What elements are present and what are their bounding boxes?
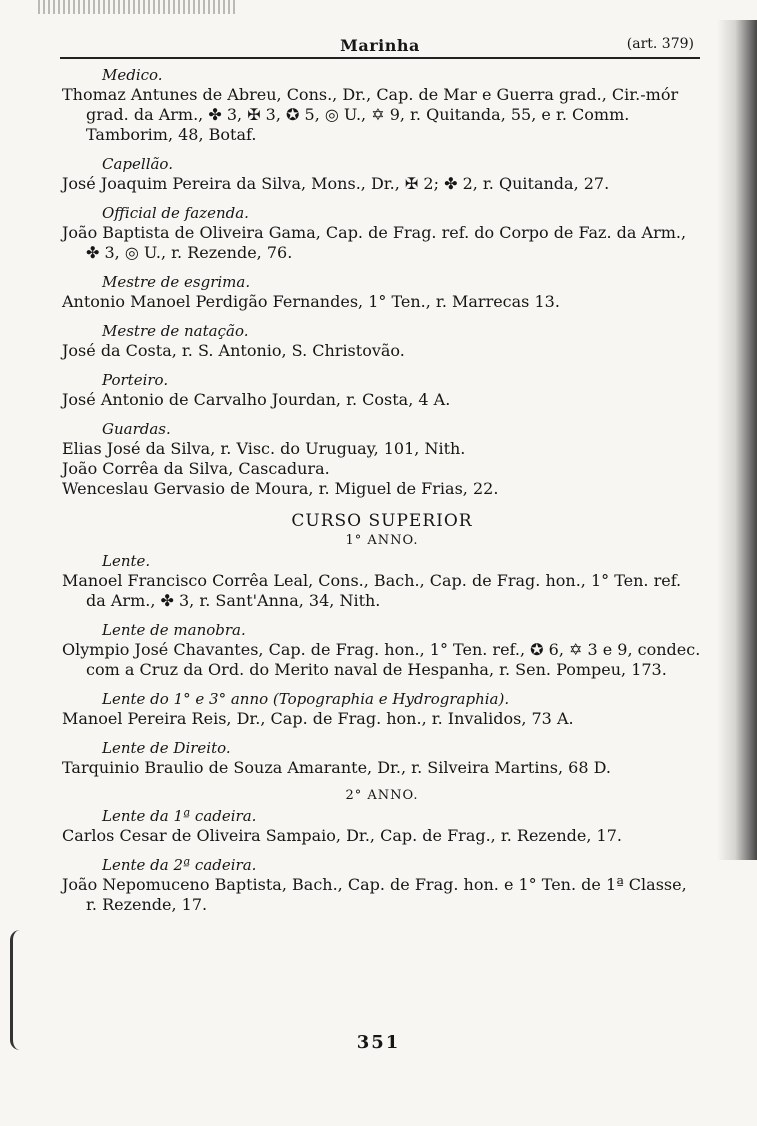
page-body <box>62 66 702 919</box>
scan-noise-top <box>38 0 238 14</box>
entry-lente-topographia <box>62 690 702 729</box>
person-entry: Carlos Cesar de Oliveira Sampaio, Dr., Cap. de Frag., r. Rezende, 17. <box>62 826 622 845</box>
entry-porteiro <box>62 371 702 410</box>
entry-official-fazenda <box>62 204 702 263</box>
role-label: Mestre de natação. <box>102 322 249 340</box>
entry-mestre-natacao <box>62 322 702 361</box>
role-label: Guardas. <box>102 420 171 438</box>
person-entry: Manoel Francisco Corrêa Leal, Cons., Bach., Cap. de Frag. hon., 1° Ten. ref. da Arm., ✤ 3, r. Sant'Anna, 34, Nith. <box>62 571 682 610</box>
person-entry: Antonio Manoel Perdigão Fernandes, 1° Ten., r. Marrecas 13. <box>62 292 560 311</box>
role-label: Lente de manobra. <box>102 621 246 639</box>
role-label: Porteiro. <box>102 371 169 389</box>
role-label: Lente da 1ª cadeira. <box>102 807 257 825</box>
person-entry: João Corrêa da Silva, Cascadura. <box>62 459 330 478</box>
subsection-title: 1° ANNO. <box>345 533 419 548</box>
entry-lente-direito <box>62 739 702 778</box>
role-label: Lente. <box>102 552 151 570</box>
role-label: Capellão. <box>102 155 173 173</box>
running-title: Marinha <box>340 36 420 55</box>
person-entry: Wenceslau Gervasio de Moura, r. Miguel de Frias, 22. <box>62 479 499 498</box>
person-entry: José Joaquim Pereira da Silva, Mons., Dr., ✠ 2; ✤ 2, r. Quitanda, 27. <box>62 174 610 193</box>
role-label: Official de fazenda. <box>102 204 249 222</box>
role-label: Lente do 1° e 3° anno (Topographia e Hydrographia). <box>102 690 510 708</box>
role-label: Lente de Direito. <box>102 739 231 757</box>
entry-lente-manobra <box>62 621 702 680</box>
scan-shadow-right <box>717 20 757 860</box>
role-label: Medico. <box>102 66 163 84</box>
header-rule <box>60 57 700 59</box>
entry-lente <box>62 552 702 611</box>
subsection-title: 2° ANNO. <box>345 788 419 803</box>
entry-capellao <box>62 155 702 194</box>
person-entry: Manoel Pereira Reis, Dr., Cap. de Frag. hon., r. Invalidos, 73 A. <box>62 709 574 728</box>
person-entry: João Baptista de Oliveira Gama, Cap. de Frag. ref. do Corpo de Faz. da Arm., ✤ 3, ◎ U., r. Rezende, 76. <box>62 223 687 262</box>
entry-guardas <box>62 420 702 499</box>
person-entry: Thomaz Antunes de Abreu, Cons., Dr., Cap. de Mar e Guerra grad., Cir.-mór grad. da Arm., ✤ 3, ✠ 3, ✪ 5, ◎ U., ✡ 9, r. Quitanda, 55, e r. Comm. Tamborim, 48, Botaf. <box>62 85 679 144</box>
person-entry: Olympio José Chavantes, Cap. de Frag. hon., 1° Ten. ref., ✪ 6, ✡ 3 e 9, condec. com a Cruz da Ord. do Merito naval de Hespanha, r. Sen. Pompeu, 173. <box>62 640 701 679</box>
entry-mestre-esgrima <box>62 273 702 312</box>
page-number: 351 <box>356 1032 401 1053</box>
person-entry: Tarquinio Braulio de Souza Amarante, Dr., r. Silveira Martins, 68 D. <box>62 758 611 777</box>
person-entry: José Antonio de Carvalho Jourdan, r. Costa, 4 A. <box>62 390 451 409</box>
entry-lente-1a-cadeira <box>62 807 702 846</box>
person-entry: Elias José da Silva, r. Visc. do Uruguay, 101, Nith. <box>62 439 466 458</box>
role-label: Lente da 2ª cadeira. <box>102 856 257 874</box>
person-entry: João Nepomuceno Baptista, Bach., Cap. de Frag. hon. e 1° Ten. de 1ª Classe, r. Rezende, 17. <box>62 875 687 914</box>
section-title: CURSO SUPERIOR <box>291 511 473 531</box>
entry-lente-2a-cadeira <box>62 856 702 915</box>
entry-medico <box>62 66 702 145</box>
article-reference: (art. 379) <box>626 36 694 52</box>
person-entry: José da Costa, r. S. Antonio, S. Christovão. <box>62 341 405 360</box>
page-header <box>60 34 700 58</box>
role-label: Mestre de esgrima. <box>102 273 251 291</box>
